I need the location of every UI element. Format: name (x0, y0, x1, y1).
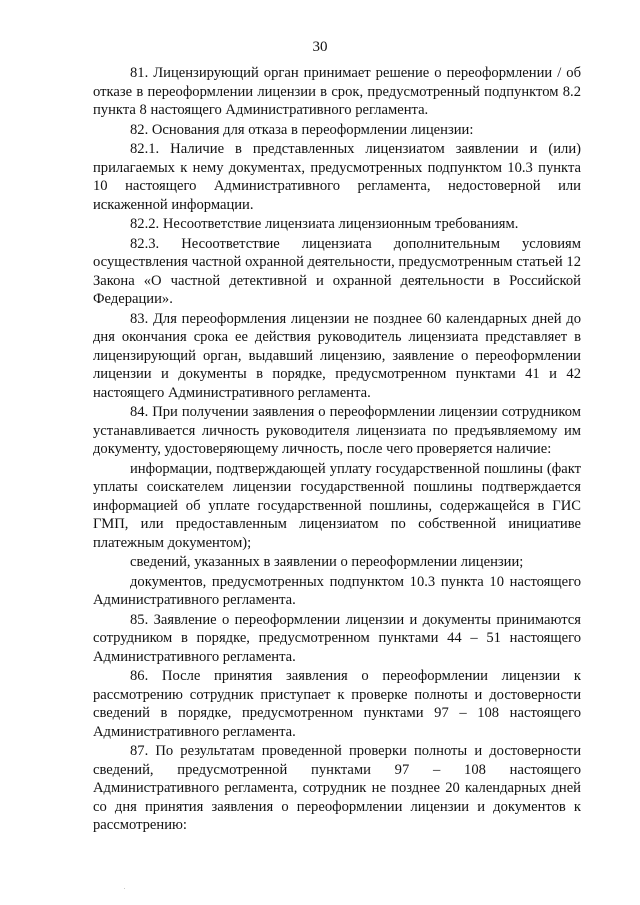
paragraph-85: 85. Заявление о переоформлении лицензии и документы принимаются сотрудником в порядке, предусмотренном пунктами 44 – 51 настоящего Административного регламента. (93, 611, 581, 665)
paragraph-82-2: 82.2. Несоответствие лицензиата лицензионным требованиям. (130, 216, 519, 232)
paragraph-84-item-info: сведений, указанных в заявлении о переоформлении лицензии; (130, 554, 524, 570)
page-number: 30 (312, 39, 328, 55)
paragraph-86: 86. После принятия заявления о переоформлении лицензии к рассмотрению сотрудник приступает к проверке полноты и достоверности сведений в порядке, предусмотренном пунктами 97 – 108 настоящего Административного регламента. (93, 668, 581, 740)
paragraph-87: 87. По результатам проведенной проверки полноты и достоверности сведений, предусмотренной пунктами 97 – 108 настоящего Административного регламента, сотрудник не позднее 20 календарных дней со дня принятия заявления о переоформлении лицензии и документов к рассмотрению: (93, 743, 581, 833)
paragraph-82-3: 82.3. Несоответствие лицензиата дополнительным условиям осуществления частной охранной деятельности, предусмотренным статьей 12 Закона «О частной детективной и охранной деятельности в Российской Федерации». (93, 235, 581, 307)
paragraph-84: 84. При получении заявления о переоформлении лицензии сотрудником устанавливается личность руководителя лицензиата по предъявляемому им документу, удостоверяющему личность, после чего проверяется наличие: (93, 404, 581, 457)
paragraph-84-item-payment: информации, подтверждающей уплату государственной пошлины (факт уплаты соискателем лицензии государственной пошлины подтверждается информацией об уплате государственной пошлины, содержащейся в ГИС ГМП, или предоставленным лицензиатом по собственной инициативе платежным документом); (93, 460, 581, 551)
paragraph-82: 82. Основания для отказа в переоформлении лицензии: (130, 121, 474, 138)
scan-speck (124, 888, 125, 889)
document-body (93, 64, 581, 836)
paragraph-81: 81. Лицензирующий орган принимает решение о переоформлении / об отказе в переоформлении лицензии в срок, предусмотренный подпунктом 8.2 пункта 8 настоящего Административного регламента. (93, 65, 581, 118)
paragraph-84-item-documents: документов, предусмотренных подпунктом 10.3 пункта 10 настоящего Административного регламента. (93, 573, 581, 608)
paragraph-83: 83. Для переоформления лицензии не позднее 60 календарных дней до дня окончания срока ее действия руководитель лицензиата представляет в лицензирующий орган, выдавший лицензию, заявление о переоформлении лицензии и документы в порядке, предусмотренном пунктами 41 и 42 настоящего Административного регламента. (93, 310, 581, 401)
paragraph-82-1: 82.1. Наличие в представленных лицензиатом заявлении и (или) прилагаемых к нему документах, предусмотренных подпунктом 10.3 пункта 10 настоящего Административного регламента, недостоверной или искаженной информации. (93, 141, 581, 213)
